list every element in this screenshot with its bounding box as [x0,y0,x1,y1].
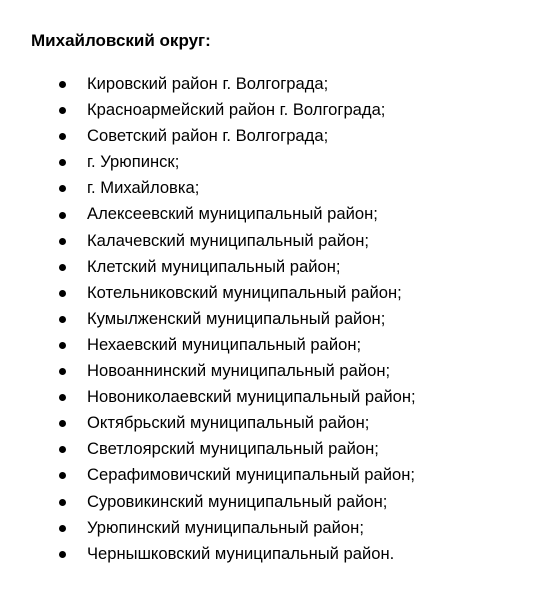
list-item-text: Октябрьский муниципальный район; [87,413,370,433]
bullet-icon [59,472,66,479]
bullet-icon [59,133,66,140]
list-item-text: Урюпинский муниципальный район; [87,517,364,537]
list-item-text: Советский район г. Волгограда; [87,126,329,146]
list-item-text: Котельниковский муниципальный район; [87,282,402,302]
bullet-icon [59,551,66,558]
bullet-icon [59,316,66,323]
section-heading: Михайловский округ: [31,31,211,50]
list-item-text: Серафимовичский муниципальный район; [87,465,416,485]
list-item-text: Суровикинский муниципальный район; [87,491,388,511]
list-item-text: г. Михайловка; [87,178,200,198]
list-item-text: Нехаевский муниципальный район; [87,334,362,354]
bullet-icon [59,499,66,506]
list-item-text: Клетский муниципальный район; [87,256,341,276]
list-item-text: Новоаннинский муниципальный район; [87,361,391,381]
bullet-icon [59,264,66,271]
bullet-icon [59,159,66,166]
bullet-icon [59,342,66,349]
list-item-text: Калачевский муниципальный район; [87,230,369,250]
list-item-text: Кировский район г. Волгограда; [87,74,329,93]
bullet-icon [59,420,66,427]
list-item-text: Чернышковский муниципальный район. [87,543,395,563]
bullet-icon [59,107,66,114]
bullet-icon [59,212,66,219]
list-item-text: Кумылженский муниципальный район; [87,308,386,328]
bullet-icon [59,446,66,453]
bullet-icon [59,368,66,375]
bullet-icon [59,525,66,532]
list-item-text: г. Урюпинск; [87,152,180,172]
list-item-text: Светлоярский муниципальный район; [87,439,379,459]
bullet-icon [59,290,66,297]
list-item-text: Красноармейский район г. Волгограда; [87,100,386,120]
bullet-icon [59,394,66,401]
bullet-icon [59,185,66,192]
bullet-icon [59,238,66,245]
list-item-text: Алексеевский муниципальный район; [87,204,378,224]
bullet-icon [59,81,66,88]
list-item-text: Новониколаевский муниципальный район; [87,387,416,407]
